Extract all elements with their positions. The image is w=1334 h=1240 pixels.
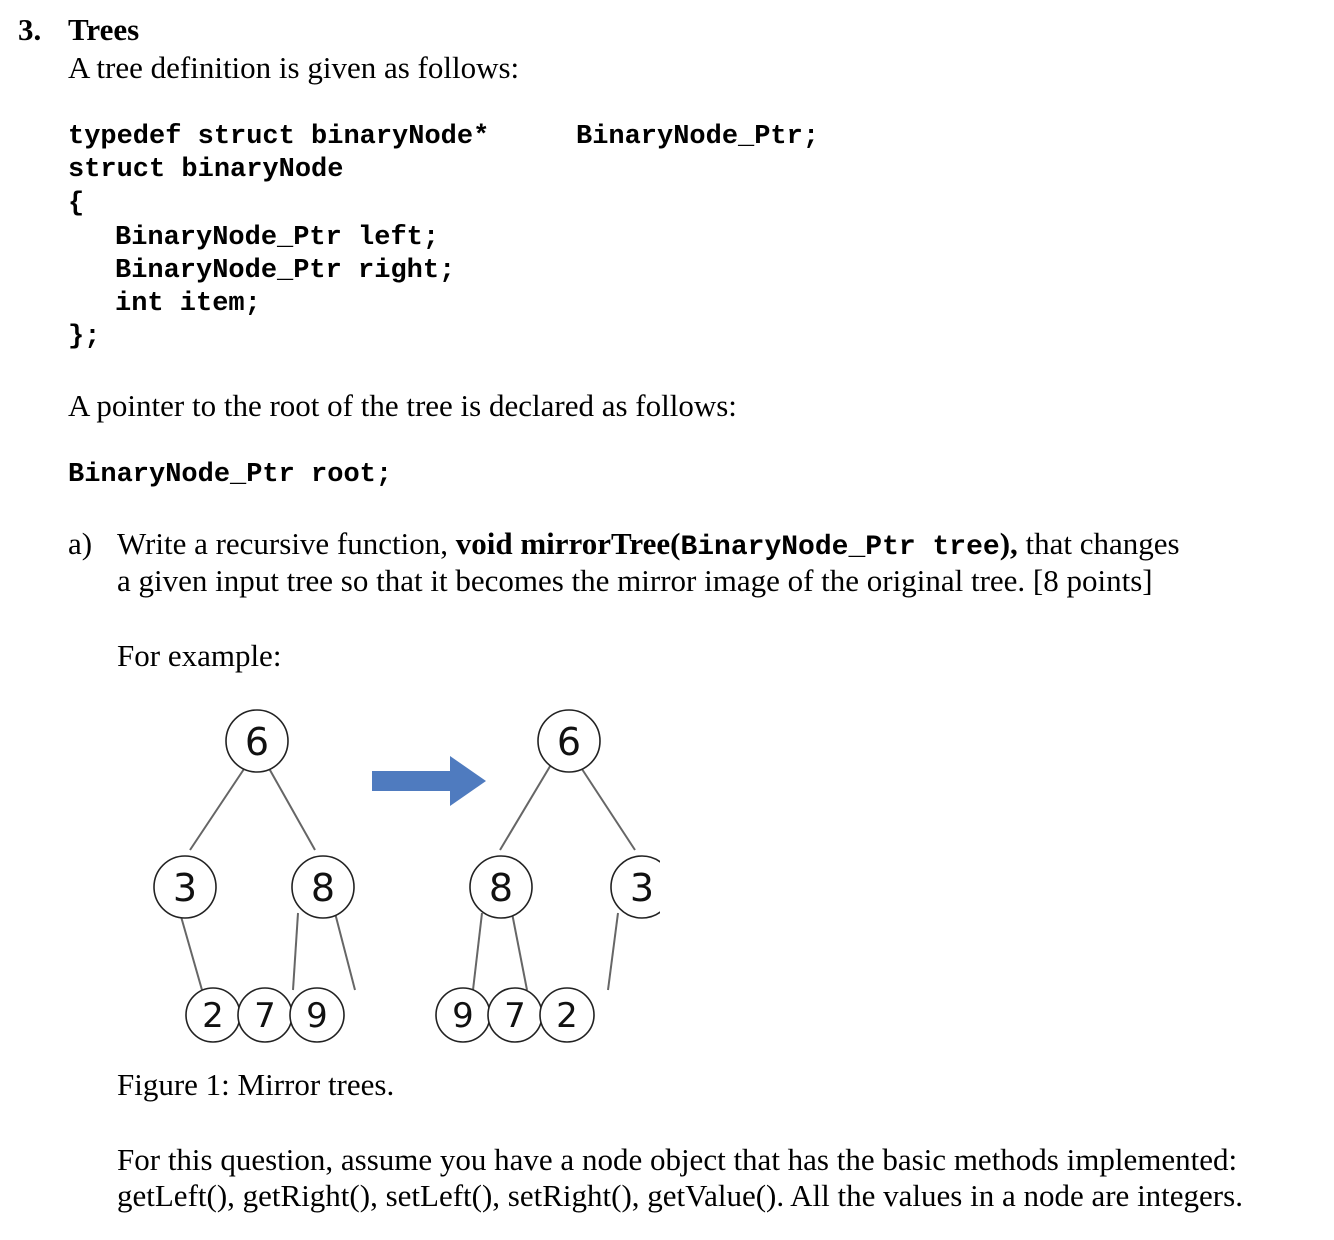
code-line-open-brace: { <box>68 189 85 219</box>
edge-m8-m7 <box>512 913 527 990</box>
edge-8-7 <box>293 913 298 990</box>
node-label-mirror-7: 7 <box>504 996 526 1036</box>
closing-line2: getLeft(), getRight(), setLeft(), setRight(), getValue(). All the values in a node are integers. <box>117 1178 1243 1213</box>
code-line-item: int item; <box>115 289 261 319</box>
edge-3-2 <box>180 913 202 990</box>
function-signature-end: ), <box>999 526 1018 561</box>
edge-m3-m2 <box>608 913 618 990</box>
node-label-original-root: 6 <box>244 720 270 764</box>
question-a-line2: a given input tree so that it becomes the mirror image of the original tree. [8 points] <box>117 563 1153 598</box>
question-a-suffix: that changes <box>1017 526 1180 561</box>
code-line-typedef: typedef struct binaryNode* <box>68 122 490 152</box>
mirror-arrow-icon <box>372 756 486 806</box>
figure-caption: Figure 1: Mirror trees. <box>117 1067 395 1102</box>
node-label-mirror-root: 6 <box>556 720 582 764</box>
node-label-original-left: 3 <box>172 866 198 910</box>
node-label-original-right: 8 <box>310 866 336 910</box>
edge-6-3 <box>190 763 248 850</box>
section-title: Trees <box>68 12 140 47</box>
code-line-root: BinaryNode_Ptr root; <box>68 460 393 490</box>
edge-m8-m9 <box>473 913 482 990</box>
code-line-close-brace: }; <box>68 322 101 352</box>
mirror-trees-figure <box>140 700 660 1060</box>
arrow-head <box>450 756 486 806</box>
code-line-struct: struct binaryNode <box>68 155 344 185</box>
node-label-mirror-9: 9 <box>452 996 474 1036</box>
intro-text: A tree definition is given as follows: <box>68 50 520 85</box>
root-pointer-text: A pointer to the root of the tree is declared as follows: <box>68 388 737 423</box>
node-label-mirror-right: 3 <box>629 866 655 910</box>
node-label-mirror-left: 8 <box>488 866 514 910</box>
node-label-original-7: 7 <box>254 996 276 1036</box>
edge-m6-m8 <box>500 763 552 850</box>
code-line-right: BinaryNode_Ptr right; <box>115 256 456 286</box>
section-number: 3. <box>18 12 42 47</box>
node-label-original-9: 9 <box>306 996 328 1036</box>
edge-6-8 <box>266 763 315 850</box>
question-a-line1 <box>117 526 1180 563</box>
function-signature-start: void mirrorTree( <box>455 526 681 561</box>
node-label-original-2: 2 <box>202 996 224 1036</box>
node-label-mirror-2: 2 <box>556 996 578 1036</box>
arrow-shaft <box>372 771 452 791</box>
edge-8-9 <box>335 913 355 990</box>
question-a-label: a) <box>68 526 93 561</box>
edge-m6-m3 <box>578 763 635 850</box>
code-line-left: BinaryNode_Ptr left; <box>115 223 440 253</box>
question-a-prefix: Write a recursive function, <box>117 526 456 561</box>
code-line-typedef-name: BinaryNode_Ptr; <box>576 122 820 152</box>
function-signature-param: BinaryNode_Ptr tree <box>680 532 1000 563</box>
closing-line1: For this question, assume you have a node object that has the basic methods implemented: <box>117 1142 1238 1177</box>
example-label: For example: <box>117 638 282 673</box>
